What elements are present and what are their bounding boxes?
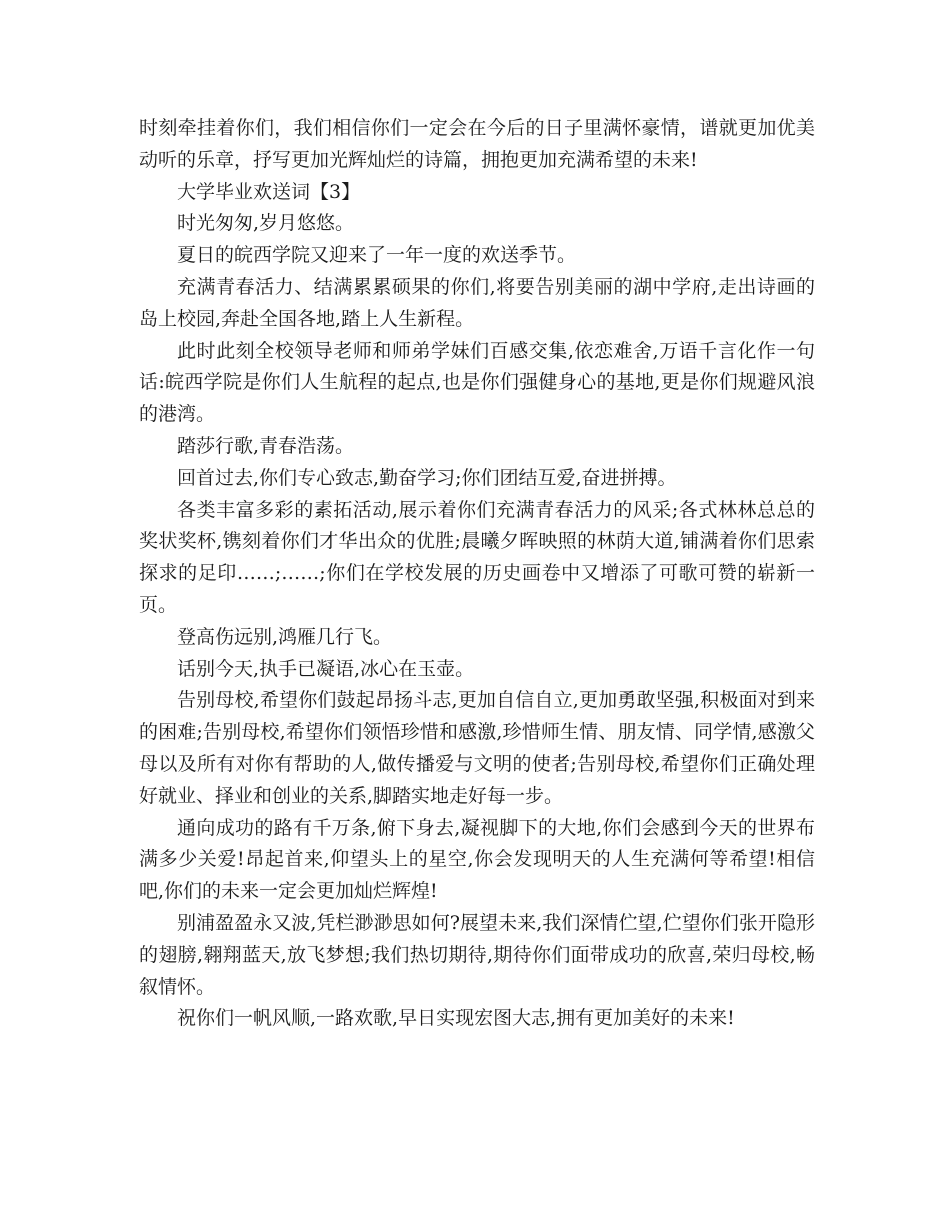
- paragraph-11: 话别今天,执手已凝语,冰心在玉壶。: [177, 657, 475, 680]
- paragraph-8: 回首过去,你们专心致志,勤奋学习;你们团结互爱,奋进拼搏。: [177, 466, 677, 489]
- paragraph-7: 踏莎行歌,青春浩荡。: [177, 434, 355, 457]
- paragraph-3: 时光匆匆,岁月悠悠。: [177, 212, 355, 235]
- section-heading: 大学毕业欢送词【3】: [177, 180, 361, 203]
- paragraph-5: 充满青春活力、结满累累硕果的你们,将要告别美丽的湖中学府,走出诗画的岛上校园,奔赴全国各地,踏上人生新程。: [139, 275, 815, 330]
- paragraph-13: 通向成功的路有千万条,俯下身去,凝视脚下的大地,你们会感到今天的世界布满多少关爱!昂起首来,仰望头上的星空,你会发现明天的人生充满何等希望!相信吧,你们的未来一定会更加灿烂辉煌!: [139, 816, 815, 903]
- paragraph-1: 时刻牵挂着你们，我们相信你们一定会在今后的日子里满怀豪情，谱就更加优美动听的乐章，抒写更加光辉灿烂的诗篇，拥抱更加充满希望的未来!: [139, 117, 815, 171]
- paragraph-10: 登高伤远别,鸿雁几行飞。: [177, 625, 393, 648]
- paragraph-6: 此时此刻全校领导老师和师弟学妹们百感交集,依恋难舍,万语千言化作一句话:皖西学院是你们人生航程的起点,也是你们强健身心的基地,更是你们规避风浪的港湾。: [139, 339, 815, 426]
- paragraph-4: 夏日的皖西学院又迎来了一年一度的欢送季节。: [177, 244, 577, 267]
- document-body: [139, 113, 815, 1035]
- paragraph-9: 各类丰富多彩的素拓活动,展示着你们充满青春活力的风采;各式林林总总的奖状奖杯,镌刻着你们才华出众的优胜;晨曦夕晖映照的林荫大道,铺满着你们思索探求的足印……;……;你们在学校发展的历史画卷中又增添了可歌可赞的崭新一页。: [139, 498, 815, 616]
- paragraph-15: 祝你们一帆风顺,一路欢歌,早日实现宏图大志,拥有更加美好的未来!: [177, 1007, 735, 1030]
- paragraph-14: 别浦盈盈永又波,凭栏渺渺思如何?展望未来,我们深情伫望,伫望你们张开隐形的翅膀,翱翔蓝天,放飞梦想;我们热切期待,期待你们面带成功的欣喜,荣归母校,畅叙情怀。: [139, 911, 815, 998]
- paragraph-12: 告别母校,希望你们鼓起昂扬斗志,更加自信自立,更加勇敢坚强,积极面对到来的困难;告别母校,希望你们领悟珍惜和感激,珍惜师生情、朋友情、同学情,感激父母以及所有对你有帮助的人,做传播爱与文明的使者;告别母校,希望你们正确处理好就业、择业和创业的关系,脚踏实地走好每一步。: [139, 689, 815, 807]
